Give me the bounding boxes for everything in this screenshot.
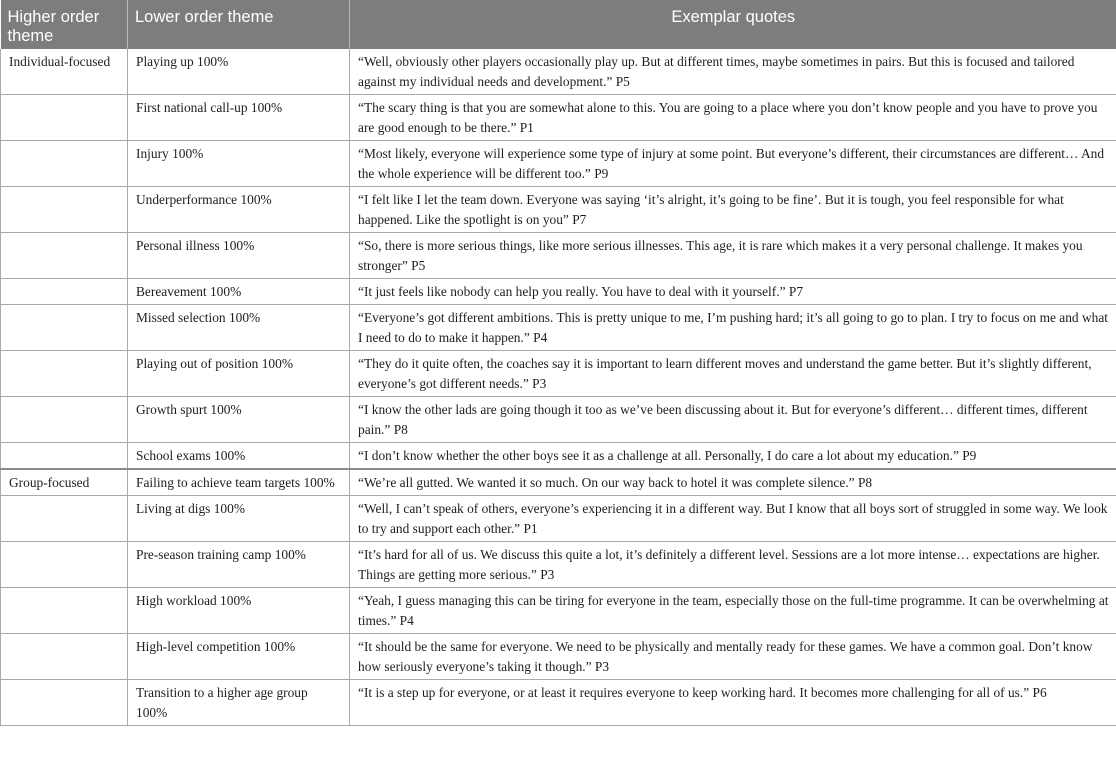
higher-order-theme-cell (1, 443, 128, 470)
higher-order-theme-cell (1, 542, 128, 588)
quote-cell: “Well, I can’t speak of others, everyone’s experiencing it in a different way. But I know that all boys sort of struggled in some way. We look to try and support each other.” P1 (350, 496, 1116, 542)
higher-order-theme-cell (1, 397, 128, 443)
table-row (1, 141, 1116, 187)
table-row (1, 496, 1116, 542)
quote-cell: “They do it quite often, the coaches say it is important to learn different moves and understand the game better. But it’s slightly different, everyone’s got different needs.” P3 (350, 351, 1116, 397)
quote-cell: “So, there is more serious things, like more serious illnesses. This age, it is rare which makes it a very personal challenge. It makes you stronger” P5 (350, 233, 1116, 279)
lower-order-theme-cell: High-level competition 100% (128, 634, 350, 680)
lower-order-theme-cell: Underperformance 100% (128, 187, 350, 233)
lower-order-theme-cell: Bereavement 100% (128, 279, 350, 305)
higher-order-theme-cell (1, 680, 128, 726)
table-row (1, 49, 1116, 95)
higher-order-theme-cell (1, 233, 128, 279)
quote-cell: “Most likely, everyone will experience some type of injury at some point. But everyone’s different, their circumstances are different… And the whole experience will be different too.” P9 (350, 141, 1116, 187)
higher-order-theme-cell (1, 187, 128, 233)
quote-cell: “Everyone’s got different ambitions. This is pretty unique to me, I’m pushing hard; it’s all going to go to plan. I try to focus on me and what I need to do to make it happen.” P4 (350, 305, 1116, 351)
higher-order-theme-cell (1, 634, 128, 680)
higher-order-theme-cell (1, 95, 128, 141)
lower-order-theme-cell: Playing out of position 100% (128, 351, 350, 397)
table-row (1, 351, 1116, 397)
quote-cell: “It should be the same for everyone. We need to be physically and mentally ready for these games. We have a common goal. Don’t know how seriously everyone’s taking it though.” P3 (350, 634, 1116, 680)
table-row (1, 397, 1116, 443)
quote-cell: “Yeah, I guess managing this can be tiring for everyone in the team, especially those on the full-time programme. It can be overwhelming at times.” P4 (350, 588, 1116, 634)
table-row (1, 443, 1116, 470)
header-exemplar-quotes: Exemplar quotes (350, 0, 1116, 49)
table-row (1, 542, 1116, 588)
quote-cell: “I felt like I let the team down. Everyone was saying ‘it’s alright, it’s going to be fine’. But it is tough, you feel responsible for what happened. Like the spotlight is on you” P7 (350, 187, 1116, 233)
quote-cell: “It just feels like nobody can help you really. You have to deal with it yourself.” P7 (350, 279, 1116, 305)
table-row (1, 95, 1116, 141)
table-header (1, 0, 1116, 49)
higher-order-theme-cell: Group-focused (1, 469, 128, 496)
header-higher-order-theme: Higher order theme (1, 0, 128, 49)
table-row (1, 305, 1116, 351)
table-row (1, 279, 1116, 305)
higher-order-theme-cell (1, 279, 128, 305)
lower-order-theme-cell: Injury 100% (128, 141, 350, 187)
quote-cell: “It is a step up for everyone, or at least it requires everyone to keep working hard. It becomes more challenging for all of us.” P6 (350, 680, 1116, 726)
lower-order-theme-cell: Playing up 100% (128, 49, 350, 95)
table-row (1, 187, 1116, 233)
quote-cell: “I know the other lads are going though it too as we’ve been discussing about it. But for everyone’s different… different times, different pain.” P8 (350, 397, 1116, 443)
quote-cell: “It’s hard for all of us. We discuss this quite a lot, it’s definitely a different level. Sessions are a lot more intense… expectations are higher. Things are getting more serious.” P3 (350, 542, 1116, 588)
lower-order-theme-cell: Missed selection 100% (128, 305, 350, 351)
higher-order-theme-cell (1, 588, 128, 634)
table-row (1, 233, 1116, 279)
lower-order-theme-cell: Growth spurt 100% (128, 397, 350, 443)
lower-order-theme-cell: Failing to achieve team targets 100% (128, 469, 350, 496)
table-row (1, 680, 1116, 726)
table-body (1, 49, 1116, 726)
quote-cell: “Well, obviously other players occasionally play up. But at different times, maybe sometimes in pairs. But this is focused and tailored against my individual needs and development.” P5 (350, 49, 1116, 95)
lower-order-theme-cell: Pre-season training camp 100% (128, 542, 350, 588)
header-lower-order-theme: Lower order theme (128, 0, 350, 49)
higher-order-theme-cell: Individual-focused (1, 49, 128, 95)
table-row (1, 634, 1116, 680)
higher-order-theme-cell (1, 351, 128, 397)
quote-cell: “I don’t know whether the other boys see it as a challenge at all. Personally, I do care a lot about my education.” P9 (350, 443, 1116, 470)
quote-cell: “We’re all gutted. We wanted it so much. On our way back to hotel it was complete silence.” P8 (350, 469, 1116, 496)
lower-order-theme-cell: School exams 100% (128, 443, 350, 470)
lower-order-theme-cell: High workload 100% (128, 588, 350, 634)
higher-order-theme-cell (1, 305, 128, 351)
header-row (1, 0, 1116, 49)
lower-order-theme-cell: Transition to a higher age group 100% (128, 680, 350, 726)
higher-order-theme-cell (1, 496, 128, 542)
table-row (1, 588, 1116, 634)
lower-order-theme-cell: First national call-up 100% (128, 95, 350, 141)
quote-cell: “The scary thing is that you are somewhat alone to this. You are going to a place where you don’t know people and you have to prove you are good enough to be there.” P1 (350, 95, 1116, 141)
lower-order-theme-cell: Personal illness 100% (128, 233, 350, 279)
lower-order-theme-cell: Living at digs 100% (128, 496, 350, 542)
table-row (1, 469, 1116, 496)
higher-order-theme-cell (1, 141, 128, 187)
